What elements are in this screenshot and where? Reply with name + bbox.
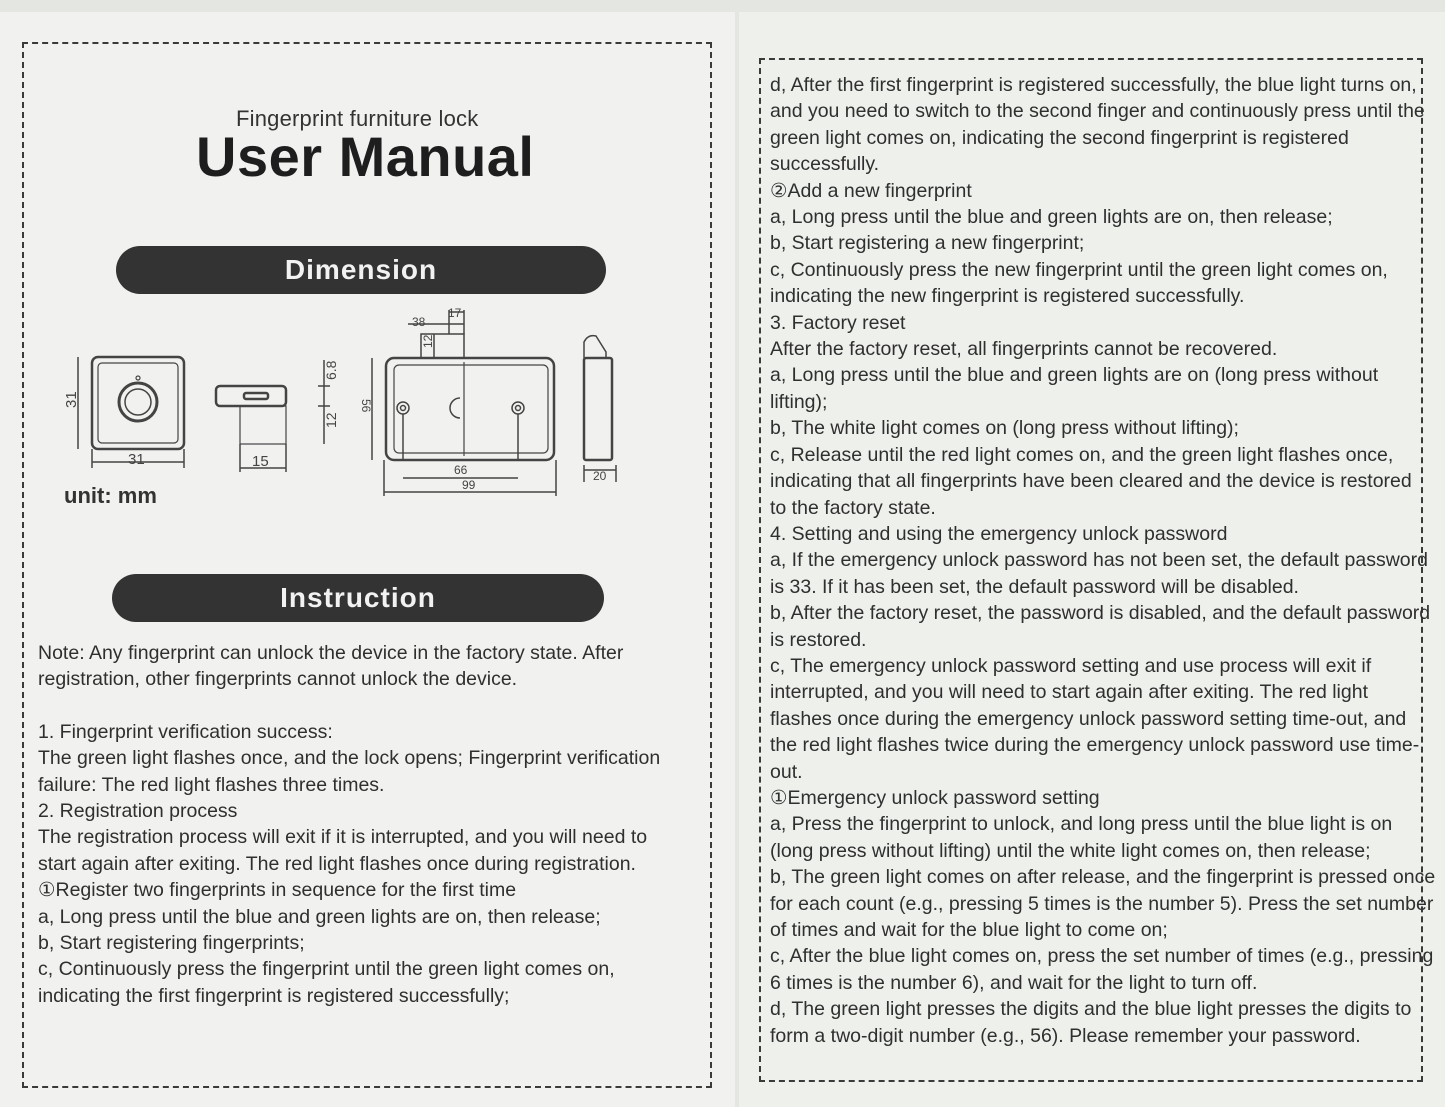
front-width-label: 31 — [128, 451, 145, 468]
text-line: failure: The red light flashes three times. — [38, 773, 385, 796]
right-instruction-text — [770, 72, 1435, 1049]
side-bottom-label: 12 — [323, 412, 339, 428]
text-line: ②Add a new fingerprint — [770, 179, 972, 202]
text-line: form a two-digit number (e.g., 56). Please remember your password. — [770, 1024, 1361, 1047]
text-line: b, The white light comes on (long press without lifting); — [770, 417, 1239, 440]
lock-profile-drawing — [584, 336, 616, 482]
text-line: the red light flashes twice during the emergency unlock password use time- — [770, 734, 1420, 757]
text-line: Note: Any fingerprint can unlock the device in the factory state. After — [38, 642, 624, 664]
text-line: is restored. — [770, 628, 867, 651]
text-line: c, After the blue light comes on, press the set number of times (e.g., pressing — [770, 945, 1434, 968]
text-line: c, The emergency unlock password setting and use process will exit if — [770, 654, 1372, 677]
instruction-section-header: Instruction — [112, 574, 604, 622]
unit-label: unit: mm — [64, 483, 157, 508]
lock-inner-width-label: 66 — [454, 463, 468, 477]
text-line: a, Long press until the blue and green lights are on, then release; — [38, 905, 601, 928]
text-line: d, After the first fingerprint is registered successfully, the blue light turns on, — [770, 74, 1417, 96]
text-line: a, Long press until the blue and green lights are on, then release; — [770, 206, 1333, 229]
text-line: 1. Fingerprint verification success: — [38, 720, 333, 743]
text-line: ①Register two fingerprints in sequence for the first time — [38, 879, 517, 902]
lock-depth-label: 20 — [593, 469, 607, 483]
text-line: The green light flashes once, and the lock opens; Fingerprint verification — [38, 747, 661, 770]
text-line: a, Press the fingerprint to unlock, and long press until the blue light is on — [770, 813, 1393, 836]
text-line: a, Long press until the blue and green lights are on (long press without — [770, 364, 1379, 387]
text-line: 3. Factory reset — [770, 311, 906, 334]
text-line: d, The green light presses the digits and the blue light presses the digits to — [770, 998, 1412, 1021]
text-line: flashes once during the emergency unlock password setting time-out, and — [770, 707, 1407, 730]
manual-title: User Manual — [196, 125, 535, 188]
text-line: ①Emergency unlock password setting — [770, 786, 1100, 809]
text-line: 2. Registration process — [38, 800, 238, 823]
text-line: c, Continuously press the fingerprint until the green light comes on, — [38, 958, 615, 981]
text-line: of times and wait for the blue light to come on; — [770, 919, 1168, 941]
text-line: start again after exiting. The red light flashes once during registration. — [38, 852, 636, 875]
front-height-label: 31 — [63, 391, 80, 408]
text-line: green light comes on, indicating the second fingerprint is registered — [770, 126, 1349, 149]
product-subtitle: Fingerprint furniture lock — [236, 106, 479, 131]
text-line: successfully. — [770, 153, 880, 176]
side-top-label: 6.8 — [323, 360, 339, 380]
text-line: c, Continuously press the new fingerprint until the green light comes on, — [770, 258, 1388, 281]
text-line: and you need to switch to the second finger and continuously press until the — [770, 100, 1425, 123]
dimension-section-header: Dimension — [116, 246, 606, 294]
text-line: indicating the first fingerprint is registered successfully; — [38, 984, 510, 1007]
text-line: b, The green light comes on after release, and the fingerprint is pressed once — [770, 866, 1436, 889]
left-instruction-text — [38, 640, 660, 1009]
lock-bolt-label: 12 — [421, 334, 435, 348]
text-line: registration, other fingerprints cannot unlock the device. — [38, 668, 518, 691]
lock-top-left-label: 38 — [412, 315, 426, 329]
text-line: (long press without lifting) until the white light comes on, then release; — [770, 839, 1371, 862]
text-line: b, Start registering fingerprints; — [38, 932, 305, 955]
text-line — [38, 693, 660, 719]
text-line: 6 times is the number 6), and wait for the light to turn off. — [770, 971, 1258, 994]
dimension-diagram — [56, 300, 636, 500]
text-line: indicating the new fingerprint is registered successfully. — [770, 285, 1245, 308]
text-line: indicating that all fingerprints have been cleared and the device is restored — [770, 470, 1412, 493]
text-line: out. — [770, 760, 803, 783]
lock-outer-width-label: 99 — [462, 478, 476, 492]
text-line: After the factory reset, all fingerprints cannot be recovered. — [770, 338, 1278, 361]
text-line: The registration process will exit if it is interrupted, and you will need to — [38, 826, 648, 849]
text-line: 4. Setting and using the emergency unlock password — [770, 522, 1228, 545]
text-line: b, After the factory reset, the password is disabled, and the default password — [770, 602, 1431, 625]
text-line: to the factory state. — [770, 496, 936, 519]
text-line: c, Release until the red light comes on, and the green light flashes once, — [770, 443, 1394, 466]
text-line: for each count (e.g., pressing 5 times is the number 5). Press the set number — [770, 892, 1434, 915]
side-view-drawing — [216, 360, 330, 472]
text-line: b, Start registering a new fingerprint; — [770, 232, 1085, 255]
side-width-label: 15 — [252, 453, 269, 470]
lock-height-label: 56 — [359, 399, 373, 413]
text-line: is 33. If it has been set, the default password will be disabled. — [770, 575, 1299, 598]
text-line: lifting); — [770, 390, 828, 413]
lock-top-right-label: 17 — [448, 306, 462, 320]
text-line: interrupted, and you will need to start again after exiting. The red light — [770, 681, 1368, 704]
text-line: a, If the emergency unlock password has not been set, the default password — [770, 549, 1428, 572]
